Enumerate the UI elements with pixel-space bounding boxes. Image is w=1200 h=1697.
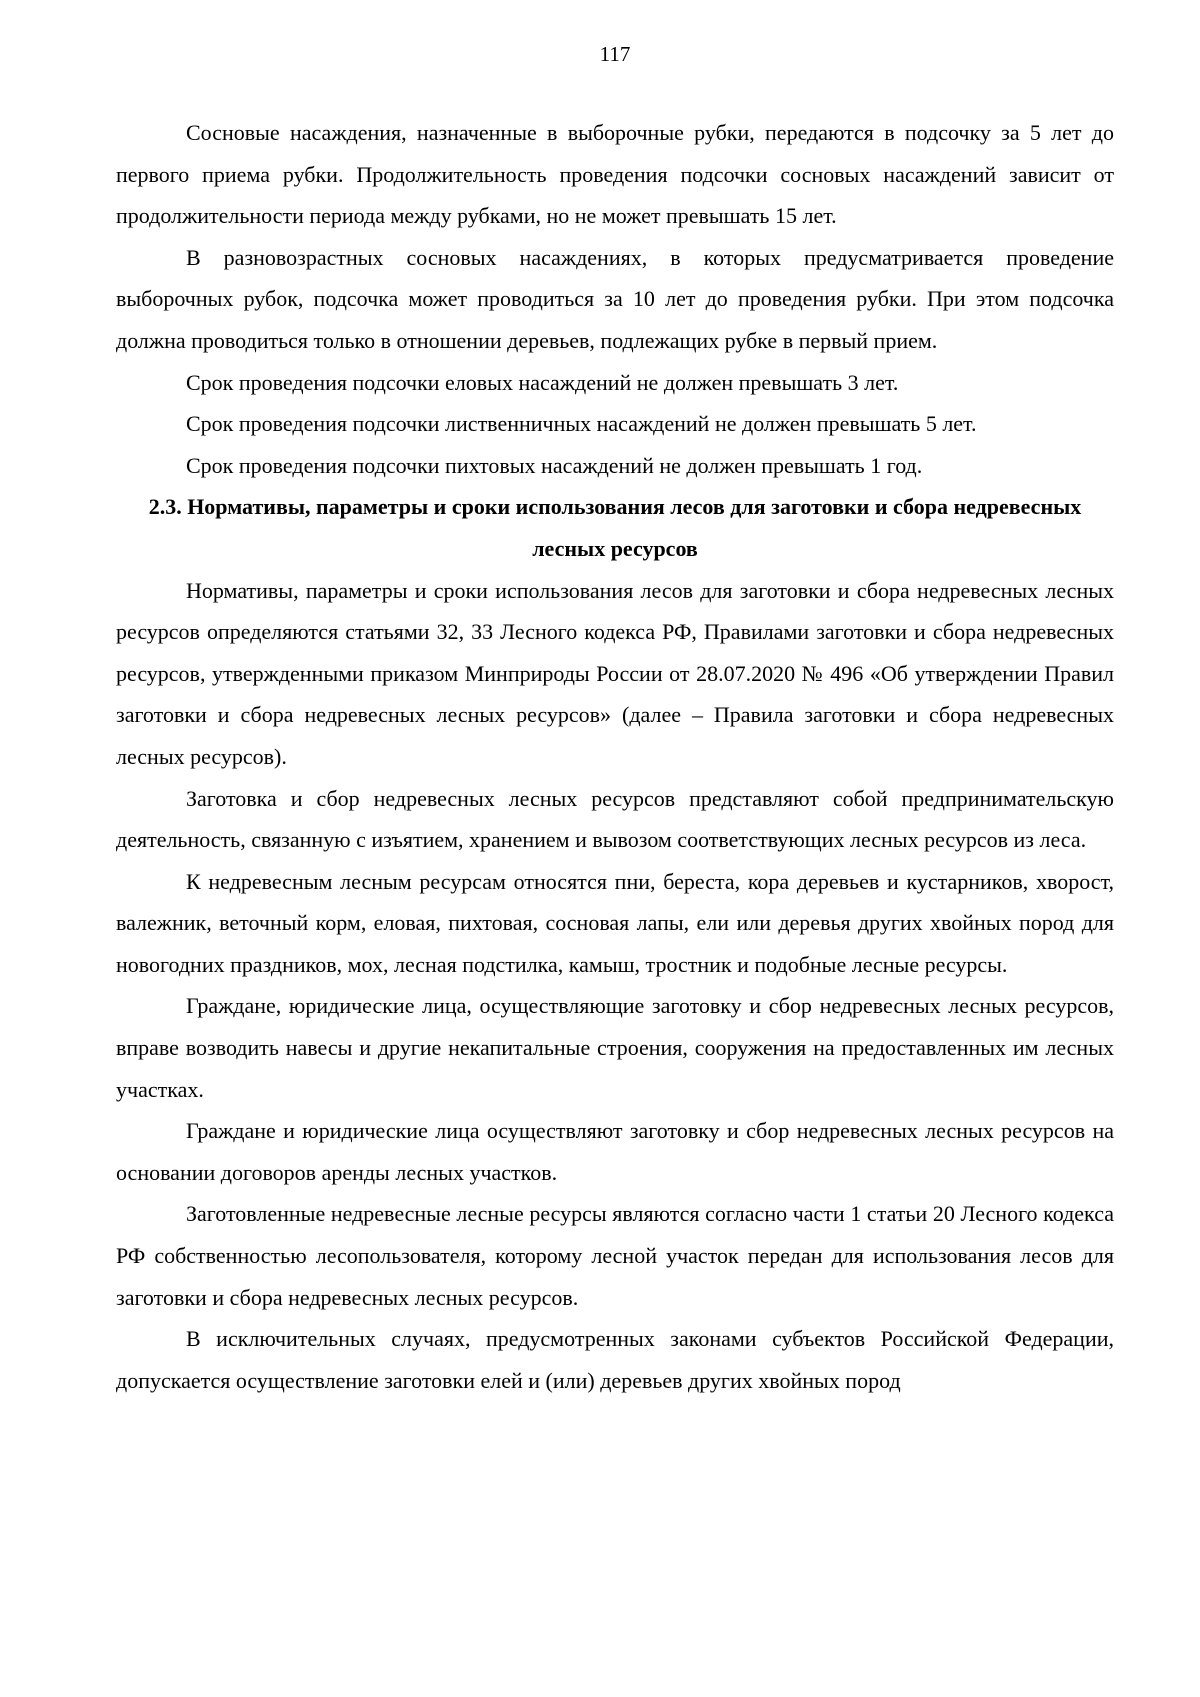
paragraph-pine-tapping-selective: Сосновые насаждения, назначенные в выборочные рубки, передаются в подсочку за 5 лет до первого приема рубки. Продолжительность проведения подсочки сосновых насаждений зависит от продолжительности периода между рубками, но не может превышать 15 лет.: [116, 120, 1114, 229]
paragraph-uneven-aged-pine: В разновозрастных сосновых насаждениях, в которых предусматривается проведение выборочных рубок, подсочка может проводиться за 10 лет до проведения рубки. При этом подсочка должна проводиться только в отношении деревьев, подлежащих рубке в первый прием.: [116, 244, 1114, 353]
paragraph-structures-right: Граждане, юридические лица, осуществляющие заготовку и сбор недревесных лесных ресурсов, вправе возводить навесы и другие некапитальные строения, сооружения на предоставленных им лесных участках.: [116, 993, 1114, 1102]
paragraph-fir-tapping-term: Срок проведения подсочки пихтовых насаждений не должен превышать 1 год.: [186, 452, 923, 478]
paragraph-ownership: Заготовленные недревесные лесные ресурсы являются согласно части 1 статьи 20 Лесного кодекса РФ собственностью лесопользователя, которому лесной участок передан для использования лесов для заготовки и сбора недревесных лесных ресурсов.: [116, 1201, 1114, 1310]
section-heading: 2.3. Нормативы, параметры и сроки использования лесов для заготовки и сбора недревесных лесных ресурсов: [148, 494, 1082, 561]
paragraph-business-activity: Заготовка и сбор недревесных лесных ресурсов представляют собой предпринимательскую деятельность, связанную с изъятием, хранением и вывозом соответствующих лесных ресурсов из леса.: [116, 785, 1114, 853]
paragraph-larch-tapping-term: Срок проведения подсочки лиственничных насаждений не должен превышать 5 лет.: [186, 411, 977, 437]
paragraph-spruce-tapping-term: Срок проведения подсочки еловых насаждений не должен превышать 3 лет.: [186, 369, 899, 395]
document-body: [116, 112, 1114, 1401]
paragraph-lease-basis: Граждане и юридические лица осуществляют заготовку и сбор недревесных лесных ресурсов на основании договоров аренды лесных участков.: [116, 1118, 1114, 1185]
page-number: 117: [599, 42, 631, 66]
paragraph-norms-definition: Нормативы, параметры и сроки использования лесов для заготовки и сбора недревесных лесных ресурсов определяются статьями 32, 33 Лесного кодекса РФ, Правилами заготовки и сбора недревесных ресурсов, утвержденными приказом Минприроды России от 28.07.2020 № 496 «Об утверждении Правил заготовки и сбора недревесных лесных ресурсов» (далее – Правила заготовки и сбора недревесных лесных ресурсов).: [116, 577, 1114, 769]
paragraph-resource-list: К недревесным лесным ресурсам относятся пни, береста, кора деревьев и кустарников, хворост, валежник, веточный корм, еловая, пихтовая, сосновая лапы, ели или деревья других хвойных пород для новогодних праздников, мох, лесная подстилка, камыш, тростник и подобные лесные ресурсы.: [116, 868, 1114, 977]
paragraph-exceptional-cases: В исключительных случаях, предусмотренных законами субъектов Российской Федерации, допускается осуществление заготовки елей и (или) деревьев других хвойных пород: [116, 1326, 1114, 1393]
